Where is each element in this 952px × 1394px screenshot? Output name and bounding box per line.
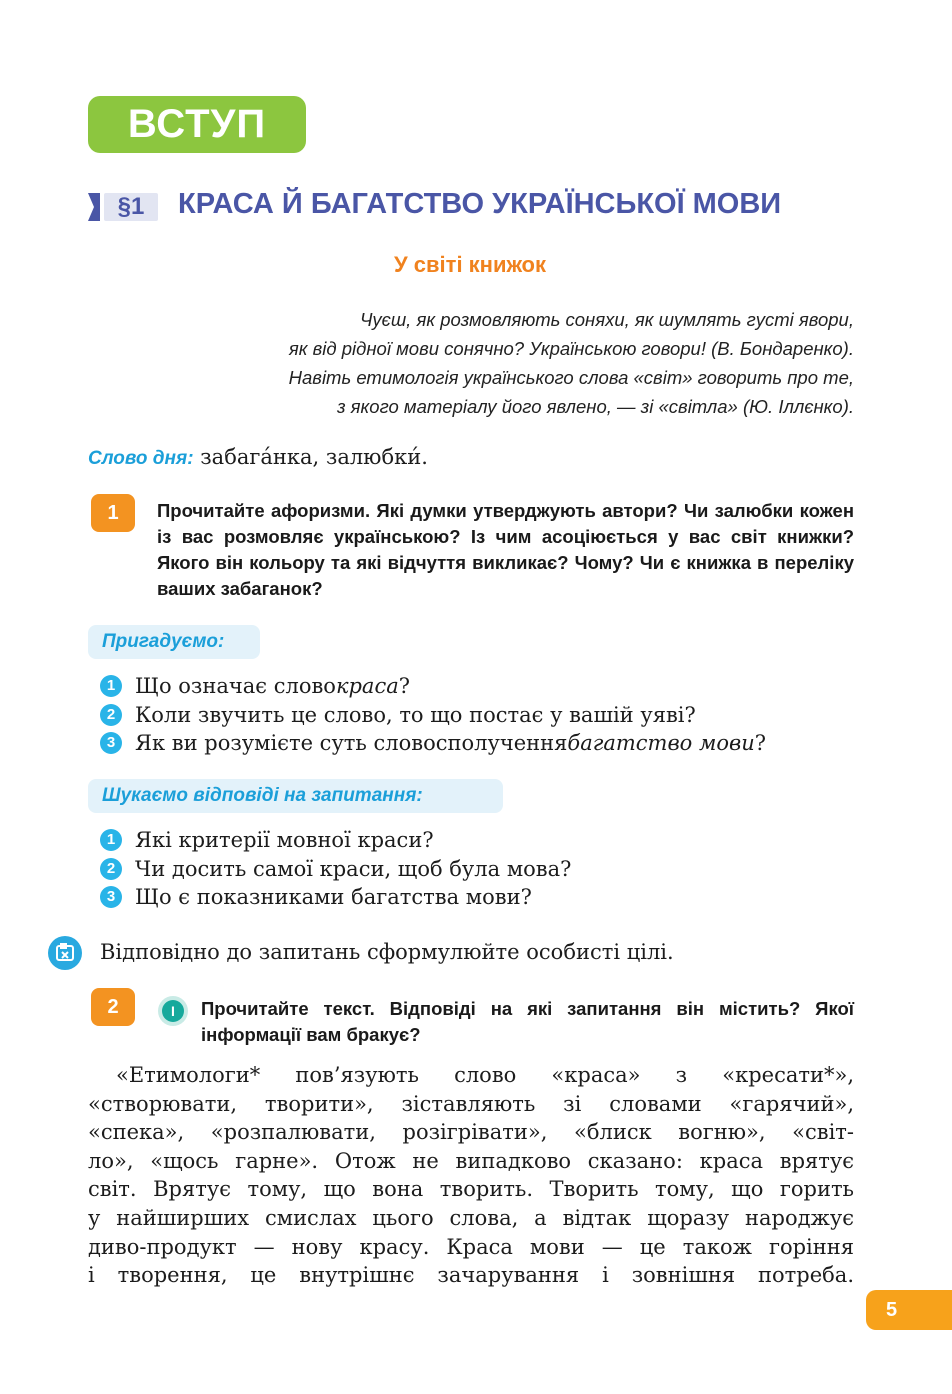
list-item — [100, 826, 571, 855]
body-line: диво-продукт — нову красу. Краса мови — це також горіння — [88, 1234, 854, 1259]
goal-puzzle-icon — [48, 936, 82, 970]
epigraph — [289, 305, 854, 421]
question-italic: краса — [335, 674, 399, 698]
section-banner — [88, 96, 306, 153]
recall-list — [100, 672, 766, 758]
paragraph-flag-icon — [88, 193, 100, 221]
question-text: Які критерії мовної краси? — [135, 828, 434, 852]
body-line: «спека», «розпалювати, розігрівати», «блиск вогню», «світ- — [88, 1120, 854, 1145]
body-line: у найширших смислах цього слова, а відтак щоразу народжує — [88, 1205, 854, 1230]
body-line: «Етимологи* пов’язують слово «краса» з «кресати*», — [116, 1063, 854, 1087]
question-end: ? — [754, 731, 767, 755]
paragraph-title: КРАСА Й БАГАТСТВО УКРАЇНСЬКОЇ МОВИ — [178, 188, 782, 220]
section-title: ВСТУП — [127, 102, 267, 146]
question-text: Як ви розумієте суть словосполучення — [135, 731, 568, 755]
search-tag: Шукаємо відповіді на запитання: — [88, 779, 503, 813]
epigraph-line: Чуєш, як розмовляють соняхи, як шумлять густі явори, — [359, 309, 854, 330]
body-line: «створювати, творити», зіставляють зі словами «гарячий», — [88, 1091, 854, 1116]
list-item — [100, 672, 766, 701]
epigraph-line: як від рідної мови сонячно? Українською говори! (В. Бондаренко). — [288, 338, 854, 359]
body-text — [88, 1061, 854, 1290]
question-text: Коли звучить це слово, то що постає у вашій уяві? — [135, 702, 696, 727]
word-of-day — [88, 445, 428, 470]
body-line: ло», «щось гарне». Отож не випадково сказано: краса врятує — [88, 1148, 854, 1173]
task-1-text: Прочитайте афоризми. Які думки утверджують автори? Чи залюбки кожен із вас розмовляє українською? Із чим асоціюється у вас світ книжки? Якого він кольору та які відчуття викликає? Чому? Чи є книжка в переліку ваших забаганок? — [157, 500, 854, 599]
level-label: I — [162, 1000, 184, 1022]
question-end: ? — [398, 674, 411, 698]
task-number-badge: 1 — [91, 494, 135, 532]
level-icon — [158, 996, 188, 1026]
page-number: 5 — [866, 1290, 952, 1330]
body-line: і творення, це внутрішнє зачарування і зовнішня потреба. — [88, 1263, 854, 1288]
body-line: світ. Врятує тому, що вона творить. Творить тому, що горить — [88, 1177, 854, 1202]
number-bullet: 3 — [100, 732, 122, 754]
paragraph-number: §1 — [104, 193, 158, 221]
word-of-day-label: Слово дня: — [88, 448, 194, 469]
task-2-text: Прочитайте текст. Відповіді на які запитання він містить? Якої інформації вам бракує? — [201, 998, 854, 1045]
epigraph-line: Навіть етимологія українського слова «світ» говорить про те, — [288, 367, 854, 388]
question-italic: багатство мови — [567, 731, 755, 755]
number-bullet: 1 — [100, 829, 122, 851]
word-of-day-value: забага́нка, залюбки́. — [200, 445, 428, 469]
question-text: Чи досить самої краси, щоб була мова? — [135, 856, 572, 881]
task-number-badge: 2 — [91, 988, 135, 1026]
recall-tag: Пригадуємо: — [88, 625, 260, 659]
list-item — [100, 883, 571, 912]
number-bullet: 2 — [100, 704, 122, 726]
list-item — [100, 729, 766, 758]
question-text: Що є показниками багатства мови? — [135, 885, 532, 909]
number-bullet: 3 — [100, 886, 122, 908]
epigraph-line: з якого матеріалу його явлено, — зі «світла» (Ю. Іллєнко). — [336, 396, 854, 417]
search-list — [100, 826, 571, 912]
list-item — [100, 855, 571, 884]
list-item — [100, 701, 766, 730]
subtitle: У світі книжок — [394, 252, 546, 277]
question-text: Що означає слово — [135, 674, 336, 698]
number-bullet: 1 — [100, 675, 122, 697]
goals-text: Відповідно до запитань сформулюйте особисті цілі. — [100, 940, 674, 964]
number-bullet: 2 — [100, 858, 122, 880]
